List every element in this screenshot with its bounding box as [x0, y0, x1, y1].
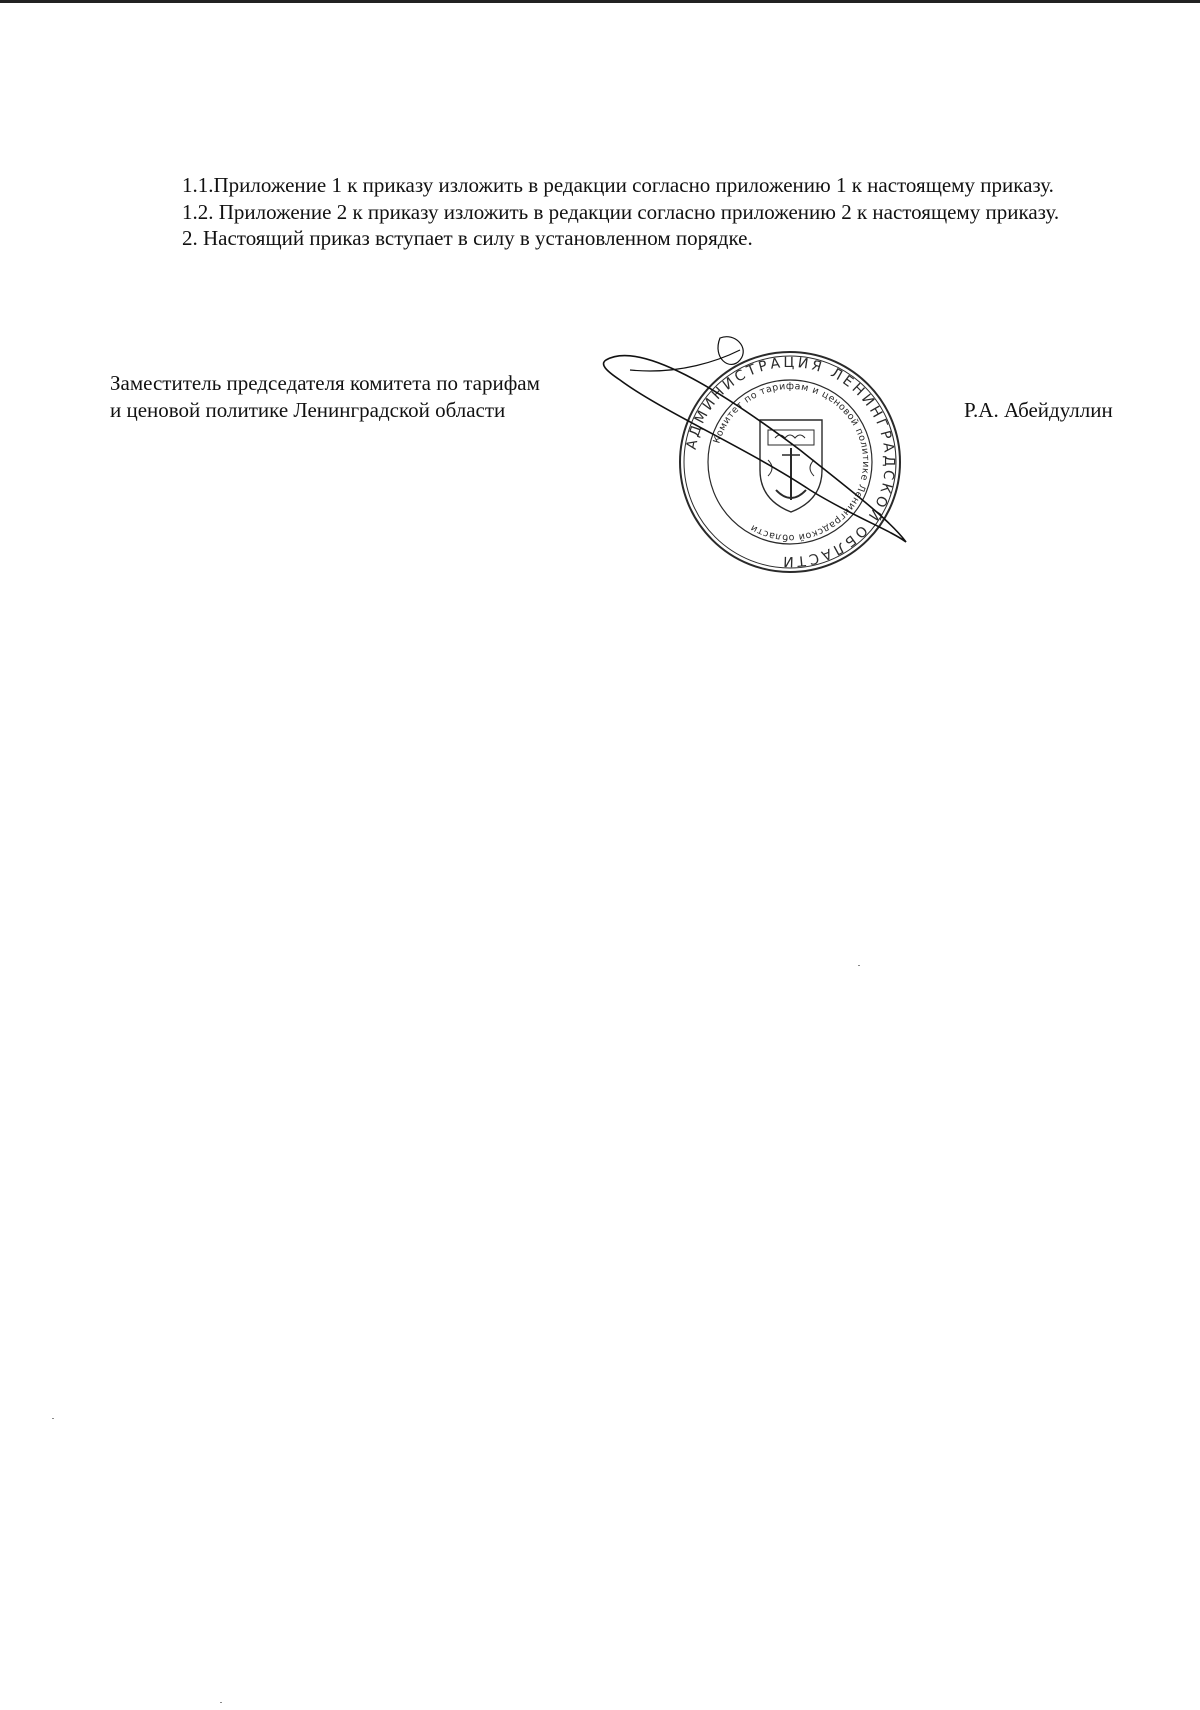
signatory-name: Р.А. Абейдуллин — [964, 398, 1113, 422]
scan-speck — [52, 1418, 54, 1419]
signatory-position-line-1: Заместитель председателя комитета по тарифам — [110, 371, 540, 395]
signatory-position — [110, 370, 540, 424]
paragraph-1-1: 1.1.Приложение 1 к приказу изложить в редакции согласно приложению 1 к настоящему приказу. — [182, 173, 1054, 197]
paragraph-2: 2. Настоящий приказ вступает в силу в установленном порядке. — [182, 226, 753, 250]
scan-speck — [220, 1702, 222, 1703]
paragraph-1-2: 1.2. Приложение 2 к приказу изложить в редакции согласно приложению 2 к настоящему приказу. — [182, 199, 1060, 224]
seal-outer-text: АДМИНИСТРАЦИЯ ЛЕНИНГРАДСКОЙ ОБЛАСТИ — [683, 354, 898, 570]
seal-inner-text: Комитет по тарифам и ценовой политике Ленинградской области — [711, 380, 872, 544]
signatory-position-line-2: и ценовой политике Ленинградской области — [110, 398, 506, 422]
top-border-line — [0, 0, 1200, 3]
document-body — [110, 172, 1152, 252]
scan-speck — [858, 965, 860, 966]
official-seal-stamp — [600, 330, 920, 590]
